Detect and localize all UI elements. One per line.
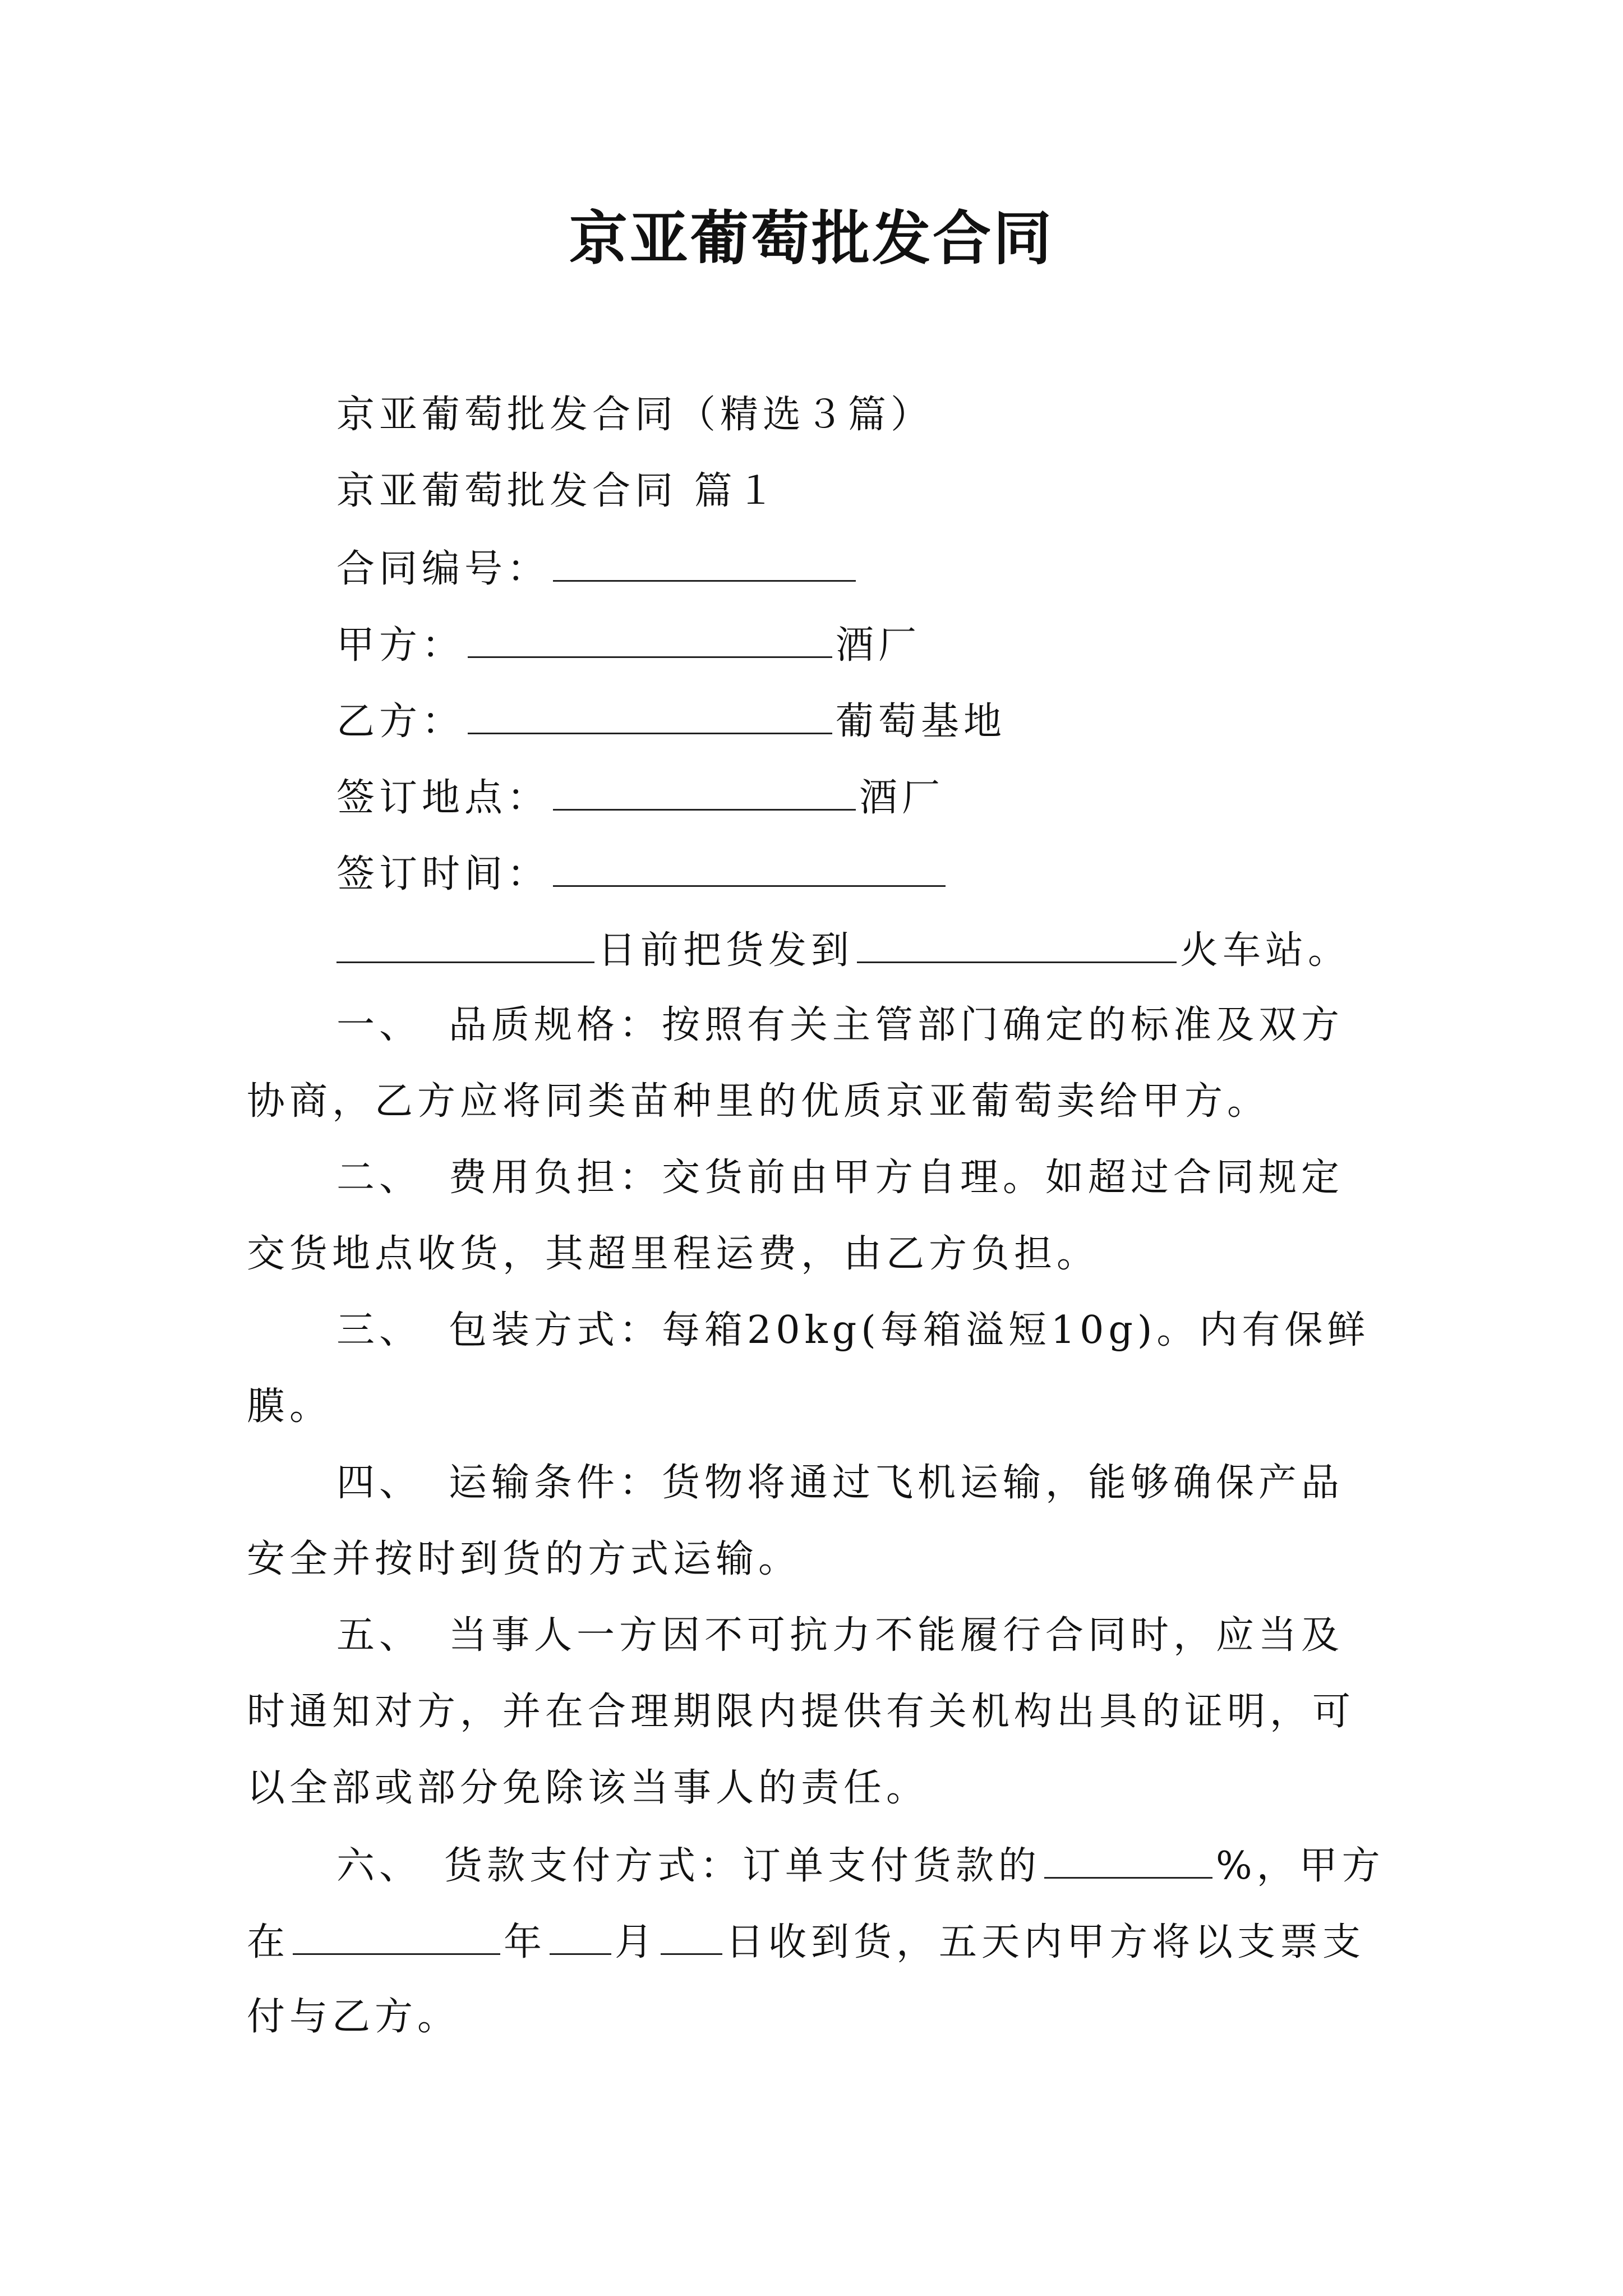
payment-day-blank (661, 1913, 722, 1955)
clause-3-line-1 (336, 1303, 1370, 1359)
delivery-date-blank (336, 921, 594, 963)
clause-3-text: 包装方式：每箱20kg(每箱溢短10g)。内有保鲜 (449, 1308, 1370, 1352)
clause-6-text-a: 货款支付方式：订单支付货款的 (444, 1844, 1041, 1888)
party-b-suffix: 葡萄基地 (836, 700, 1007, 744)
sign-time-blank (553, 845, 946, 887)
payment-percent-blank (1044, 1837, 1212, 1879)
collection-title: 京亚葡萄批发合同（精选３篇） (336, 393, 934, 437)
clause-1-line-2: 协商，乙方应将同类苗种里的优质京亚葡萄卖给甲方。 (247, 1079, 1270, 1124)
sign-time-row (336, 845, 949, 903)
party-b-blank (468, 692, 832, 734)
party-a-suffix: 酒厂 (836, 623, 921, 668)
delivery-text-mid: 日前把货发到 (598, 928, 854, 973)
sign-place-row (336, 769, 944, 826)
party-b-row (336, 692, 1006, 750)
delivery-text-end: 火车站。 (1180, 928, 1351, 973)
clause-6-line-1 (336, 1837, 1385, 1894)
delivery-station-blank (857, 921, 1177, 963)
clause-5-text: 当事人一方因不可抗力不能履行合同时，应当及 (449, 1613, 1344, 1658)
sign-place-blank (553, 769, 856, 811)
clause-4-text: 运输条件：货物将通过飞机运输，能够确保产品 (449, 1461, 1344, 1505)
document-title: 京亚葡萄批发合同 (569, 204, 1054, 273)
clause-2-line-1 (336, 1150, 1344, 1206)
clause-3-number: 三、 (336, 1308, 422, 1352)
party-a-blank (468, 616, 832, 658)
clause-5-line-2: 时通知对方，并在合理期限内提供有关机构出具的证明，可 (247, 1690, 1355, 1734)
payment-year-blank (293, 1913, 500, 1955)
sign-place-label: 签订地点： (336, 776, 550, 820)
clause-3-line-2: 膜。 (247, 1384, 333, 1429)
contract-number-row (336, 540, 859, 597)
party-b-label: 乙方： (336, 700, 465, 744)
clause-6-number: 六、 (336, 1844, 422, 1888)
party-a-row (336, 616, 921, 674)
clause-1-text: 品质规格：按照有关主管部门确定的标准及双方 (449, 1003, 1344, 1047)
clause-4-line-2: 安全并按时到货的方式运输。 (247, 1537, 801, 1581)
clause-6-text-b: %，甲方 (1216, 1844, 1385, 1888)
clause-6-month: 月 (615, 1920, 658, 1964)
clause-6-line-2 (247, 1913, 1365, 1971)
clause-6-line-3: 付与乙方。 (247, 1995, 460, 2039)
clause-1-number: 一、 (336, 1003, 422, 1047)
clause-4-number: 四、 (336, 1461, 422, 1505)
clause-6-year: 年 (504, 1920, 547, 1964)
clause-2-text: 费用负担：交货前由甲方自理。如超过合同规定 (449, 1156, 1344, 1200)
clause-5-line-1 (336, 1608, 1344, 1664)
clause-5-number: 五、 (336, 1613, 422, 1658)
contract-number-label: 合同编号： (336, 547, 550, 591)
clause-6-text-c: 日收到货，五天内甲方将以支票支 (726, 1920, 1366, 1964)
party-a-label: 甲方： (336, 623, 465, 668)
sign-place-suffix: 酒厂 (859, 776, 945, 820)
payment-month-blank (550, 1913, 611, 1955)
clause-1-line-1 (336, 997, 1344, 1053)
delivery-row (336, 921, 1350, 979)
sign-time-label: 签订时间： (336, 852, 550, 896)
clause-2-line-2: 交货地点收货，其超里程运费，由乙方负担。 (247, 1232, 1100, 1276)
contract-number-blank (553, 540, 856, 582)
clause-6-prefix: 在 (247, 1920, 290, 1964)
clause-2-number: 二、 (336, 1156, 422, 1200)
part-title: 京亚葡萄批发合同 篇１ (336, 469, 780, 513)
clause-5-line-3: 以全部或部分免除该当事人的责任。 (247, 1766, 929, 1810)
clause-4-line-1 (336, 1455, 1344, 1511)
